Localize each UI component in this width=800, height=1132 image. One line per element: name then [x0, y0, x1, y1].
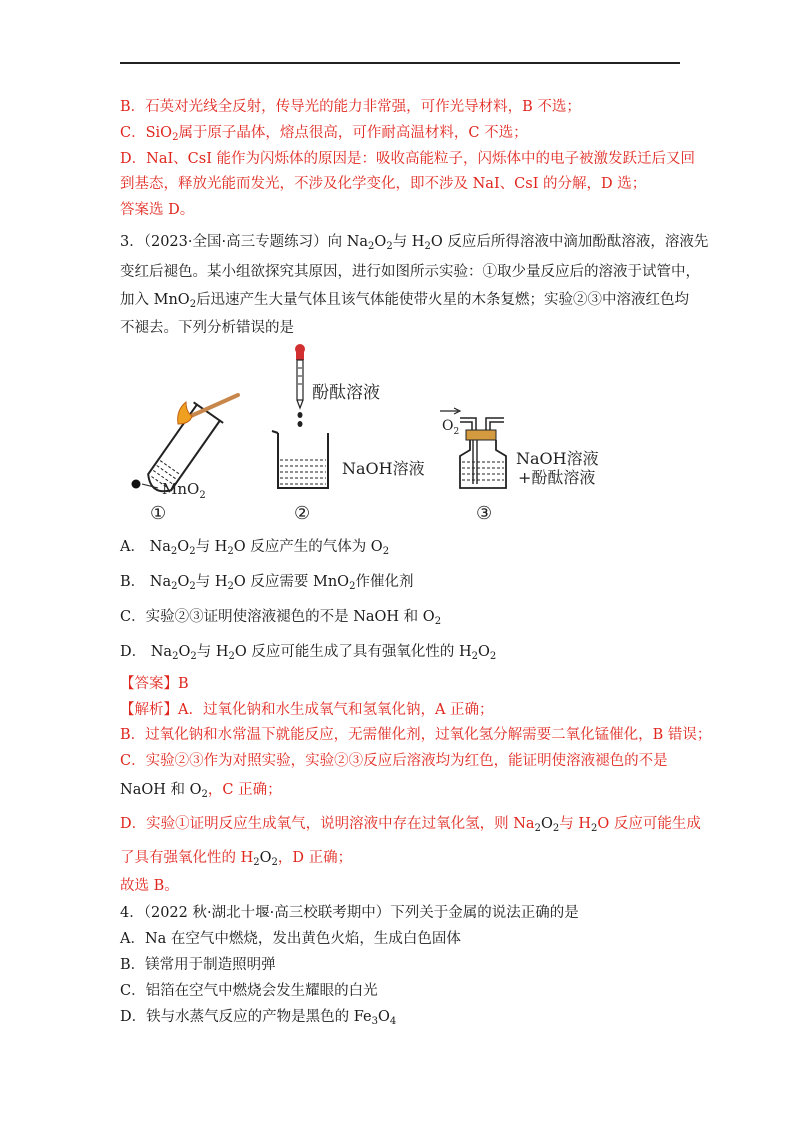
q3-answer: 【答案】B	[120, 676, 189, 692]
q4-stem: 4．（2022 秋·湖北十堰·高三校联考期中）下列关于金属的说法正确的是	[120, 905, 579, 921]
q4-option-c: C．铝箔在空气中燃烧会发生耀眼的白光	[120, 983, 378, 999]
q3-option-b: B． $Na_2O_2$与 $H_2O$ 反应需要 MnO$_2$作催化剂	[120, 574, 414, 592]
q3-option-d: D． $Na_2O_2$与 $H_2O$ 反应可能生成了具有强氧化性的 $H_2O_2$	[120, 644, 497, 662]
q3-analysis-end: 故选 B。	[120, 878, 179, 894]
naoh-phenol-label-2: +酚酞溶液	[518, 468, 596, 487]
prev-explanation-c: C．SiO$_2$属于原子晶体，熔点很高，可作耐高温材料，C 不选；	[120, 125, 528, 143]
prev-answer: 答案选 D。	[120, 202, 195, 218]
q3-analysis-c1: C．实验②③作为对照实验，实验②③反应后溶液均为红色，能证明使溶液褪色的不是	[120, 753, 668, 769]
header-rule	[120, 62, 680, 64]
q3-stem-line3: 加入 MnO$_2$后迅速产生大量气体且该气体能使带火星的木条复燃；实验②③中溶液红色均	[120, 292, 690, 310]
q3-option-a: A． $Na_2O_2$与 $H_2O$ 反应产生的气体为 $O_2$	[120, 539, 390, 557]
q3-stem-line1: 3．（2023·全国·高三专题练习）向 $Na_2O_2$与 $H_2O$ 反应后所得溶液中滴加酚酞溶液，溶液先	[120, 234, 709, 252]
q3-analysis-c2: NaOH 和 $O_2$，C 正确；	[120, 782, 282, 800]
mno2-label: MnO$_2$	[162, 480, 206, 501]
o2-label: $O_2$	[442, 418, 460, 437]
q3-stem-line2: 变红后褪色。某小组欲探究其原因，进行如图所示实验：①取少量反应后的溶液于试管中，	[120, 264, 700, 280]
prev-explanation-b: B．石英对光线全反射，传导光的能力非常强，可作光导材料，B 不选；	[120, 99, 581, 115]
naoh-label: NaOH溶液	[342, 459, 425, 478]
experiment-figure	[120, 338, 640, 528]
phenolphthalein-label: 酚酞溶液	[312, 383, 380, 403]
figure-number-3: ③	[476, 503, 493, 524]
prev-explanation-d-line1: D．NaI、CsI 能作为闪烁体的原因是：吸收高能粒子，闪烁体中的电子被激发跃迁后又回	[120, 151, 696, 167]
q3-option-c: C．实验②③证明使溶液褪色的不是 NaOH 和 $O_2$	[120, 609, 442, 627]
q4-option-b: B．镁常用于制造照明弹	[120, 957, 276, 973]
q4-option-a: A．Na 在空气中燃烧，发出黄色火焰，生成白色固体	[120, 931, 461, 947]
q3-analysis-b: B．过氧化钠和水常温下就能反应，无需催化剂，过氧化氢分解需要二氧化锰催化，B 错误；	[120, 727, 712, 743]
q3-analysis-a: 【解析】A．过氧化钠和水生成氧气和氢氧化钠，A 正确；	[120, 702, 494, 718]
figure-number-2: ②	[294, 503, 311, 524]
figure-number-1: ①	[150, 503, 167, 524]
prev-explanation-d-line2: 到基态，释放光能而发光，不涉及化学变化，即不涉及 NaI、CsI 的分解，D 选；	[120, 176, 647, 192]
q4-option-d: D．铁与水蒸气反应的产物是黑色的 $Fe_3O_4$	[120, 1009, 397, 1027]
q3-analysis-d1: D．实验①证明反应生成氧气，说明溶液中存在过氧化氢，则 $Na_2O_2$与 $H_2O$ 反应可能生成	[120, 816, 701, 834]
beaker-apparatus	[272, 344, 328, 488]
q3-stem-line4: 不褪去。下列分析错误的是	[120, 320, 294, 336]
q3-analysis-d2: 了具有强氧化性的 $H_2O_2$，D 正确；	[120, 850, 353, 868]
naoh-phenol-label-1: NaOH溶液	[516, 449, 599, 468]
